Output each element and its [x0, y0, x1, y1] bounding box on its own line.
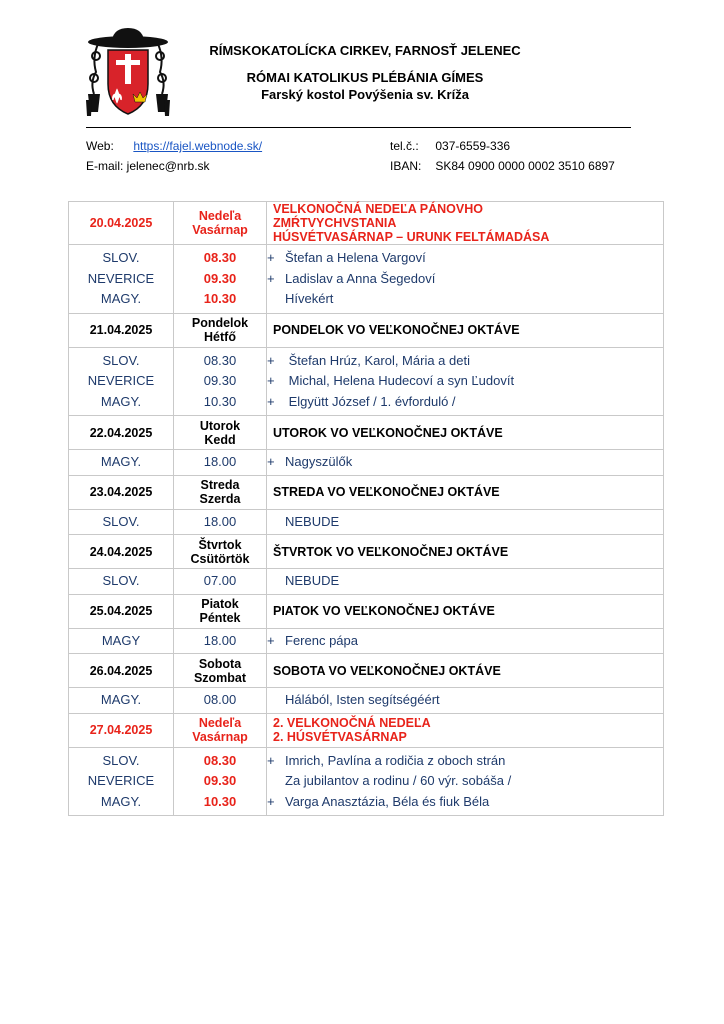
- title-line-1: RÍMSKOKATOLÍCKA CIRKEV, FARNOSŤ JELENEC: [209, 43, 521, 58]
- mass-intention: [267, 392, 663, 413]
- mass-places: [69, 628, 174, 654]
- mass-intentions: [267, 688, 664, 714]
- deceased-cross-mark: +: [267, 250, 275, 265]
- mass-place: SLOV.: [102, 573, 140, 588]
- web-label: Web:: [86, 139, 114, 153]
- day-date: 21.04.2025: [69, 313, 174, 347]
- day-title: [267, 202, 664, 245]
- mass-time: 10.30: [203, 793, 237, 809]
- title-line-3: Farský kostol Povýšenia sv. Kríža: [261, 87, 469, 102]
- day-name-hu: Szerda: [199, 492, 241, 506]
- mass-time: 08.30: [203, 752, 237, 768]
- mass-place: SLOV.: [102, 352, 140, 368]
- phone-contact: [390, 136, 510, 156]
- mass-intentions: [267, 747, 664, 816]
- mass-places: [69, 245, 174, 314]
- mass-places: [69, 569, 174, 595]
- day-name-sk: Nedeľa: [198, 209, 242, 223]
- day-title-line: 2. HÚSVÉTVASÁRNAP: [273, 730, 407, 744]
- intention-text: Nagyszülők: [285, 454, 353, 469]
- letterhead: [0, 0, 724, 200]
- day-name-hu: Szombat: [193, 670, 247, 685]
- mass-place: MAGY.: [100, 692, 142, 707]
- day-date: 26.04.2025: [69, 654, 174, 688]
- day-header-row: [69, 202, 664, 245]
- day-title-line: PONDELOK VO VEĽKONOČNEJ OKTÁVE: [273, 323, 520, 337]
- web-contact: [86, 136, 262, 156]
- day-title: [267, 594, 664, 628]
- day-name-hu: Vasárnap: [192, 730, 248, 744]
- day-date: 22.04.2025: [69, 416, 174, 450]
- intention-text: Michal, Helena Hudecoví a syn Ľudovít: [285, 373, 515, 388]
- mass-intention: [267, 631, 663, 652]
- title-line-2: RÓMAI KATOLIKUS PLÉBÁNIA GÍMES: [246, 70, 484, 85]
- mass-intention: [267, 751, 663, 772]
- mass-places: [69, 747, 174, 816]
- mass-time: 18.00: [203, 454, 237, 469]
- deceased-cross-mark: +: [267, 793, 275, 809]
- day-header-row: [69, 416, 664, 450]
- mass-intention: [267, 792, 663, 813]
- day-header-row: [69, 594, 664, 628]
- web-link[interactable]: https://fajel.webnode.sk/: [133, 139, 263, 153]
- day-title: [267, 416, 664, 450]
- day-name: [174, 594, 267, 628]
- deceased-cross-mark: +: [267, 632, 275, 648]
- mass-row: [69, 628, 664, 654]
- iban-label: IBAN:: [390, 159, 422, 173]
- mass-places: [69, 509, 174, 535]
- mass-time: 08.30: [203, 352, 237, 368]
- mass-time: 07.00: [203, 573, 237, 588]
- mass-row: [69, 688, 664, 714]
- day-name-hu: Kedd: [204, 432, 236, 447]
- mass-place: SLOV.: [102, 513, 140, 529]
- intention-text: Varga Anasztázia, Béla és fiuk Béla: [285, 793, 490, 809]
- mass-intentions: [267, 245, 664, 314]
- mass-place: MAGY.: [100, 454, 142, 469]
- mass-place: NEVERICE: [87, 373, 155, 388]
- mass-place: SLOV.: [102, 752, 140, 768]
- mass-intention: [267, 248, 663, 269]
- mass-time: 18.00: [203, 632, 237, 648]
- day-name-sk: Nedeľa: [198, 716, 242, 730]
- day-title: [267, 475, 664, 509]
- mass-intention: [267, 269, 663, 290]
- deceased-cross-mark: +: [267, 454, 275, 469]
- intention-text: Ladislav a Anna Šegedoví: [285, 270, 436, 286]
- day-date: 25.04.2025: [69, 594, 174, 628]
- mass-places: [69, 450, 174, 476]
- day-name: [174, 202, 267, 245]
- day-date: 20.04.2025: [69, 202, 174, 245]
- deceased-cross-mark: +: [267, 393, 275, 409]
- day-header-row: [69, 713, 664, 747]
- day-title: [267, 713, 664, 747]
- mass-row: [69, 245, 664, 314]
- day-name-sk: Štvrtok: [198, 537, 242, 552]
- mass-intention: [267, 771, 663, 792]
- mass-place: MAGY.: [100, 291, 142, 306]
- mass-places: [69, 347, 174, 416]
- day-name-hu: Péntek: [199, 611, 241, 625]
- day-header-row: [69, 654, 664, 688]
- day-title-line: VELKONOČNÁ NEDEĽA PÁNOVHO: [273, 202, 483, 216]
- intention-text: Hívekért: [285, 291, 334, 306]
- iban-value: SK84 0900 0000 0002 3510 6897: [435, 159, 615, 173]
- mass-times: [174, 450, 267, 476]
- mass-time: 09.30: [203, 270, 237, 286]
- mass-intentions: [267, 569, 664, 595]
- mass-row: [69, 747, 664, 816]
- intention-text: Štefan a Helena Vargoví: [285, 250, 426, 265]
- day-title: [267, 313, 664, 347]
- day-title: [267, 535, 664, 569]
- day-header-row: [69, 535, 664, 569]
- mass-row: [69, 347, 664, 416]
- header-divider: [86, 127, 631, 128]
- iban-contact: [390, 156, 615, 176]
- mass-time: 09.30: [203, 373, 237, 388]
- day-name: [174, 654, 267, 688]
- phone-value: 037-6559-336: [435, 139, 511, 153]
- mass-place: MAGY: [101, 632, 141, 648]
- mass-time: 08.00: [203, 692, 237, 707]
- day-title: [267, 654, 664, 688]
- day-name-hu: Csütörtök: [190, 551, 250, 566]
- day-title-line: SOBOTA VO VEĽKONOČNEJ OKTÁVE: [273, 663, 501, 678]
- email-contact: E-mail: jelenec@nrb.sk: [86, 159, 210, 173]
- day-title-line: UTOROK VO VEĽKONOČNEJ OKTÁVE: [273, 425, 503, 440]
- mass-time: 08.30: [203, 250, 237, 265]
- mass-intentions: [267, 628, 664, 654]
- mass-times: [174, 628, 267, 654]
- day-title-line: 2. VELKONOČNÁ NEDEĽA: [273, 716, 431, 730]
- day-date: 27.04.2025: [69, 713, 174, 747]
- mass-place: MAGY.: [100, 793, 142, 809]
- day-title-line: PIATOK VO VEĽKONOČNEJ OKTÁVE: [273, 604, 495, 618]
- mass-intentions: [267, 450, 664, 476]
- mass-times: [174, 569, 267, 595]
- day-title-line: STREDA VO VEĽKONOČNEJ OKTÁVE: [273, 485, 500, 499]
- intention-text: Za jubilantov a rodinu / 60 výr. sobáša /: [285, 773, 512, 788]
- deceased-cross-mark: +: [267, 270, 275, 286]
- parish-title: [175, 42, 555, 103]
- mass-intentions: [267, 509, 664, 535]
- mass-intention: [267, 351, 663, 372]
- mass-intention: [267, 571, 663, 592]
- day-title-line: ŠTVRTOK VO VEĽKONOČNEJ OKTÁVE: [273, 544, 509, 559]
- mass-intention: [267, 512, 663, 533]
- deceased-cross-mark: +: [267, 352, 275, 368]
- mass-row: [69, 509, 664, 535]
- mass-time: 18.00: [203, 513, 237, 529]
- mass-place: NEVERICE: [87, 773, 155, 788]
- mass-times: [174, 688, 267, 714]
- day-name-sk: Pondelok: [191, 316, 249, 330]
- mass-schedule-table: [68, 201, 664, 816]
- day-title-line: HÚSVÉTVASÁRNAP – URUNK FELTÁMADÁSA: [273, 230, 550, 244]
- mass-row: [69, 450, 664, 476]
- day-name-sk: Sobota: [198, 656, 242, 671]
- day-date: 24.04.2025: [69, 535, 174, 569]
- day-name: [174, 713, 267, 747]
- mass-times: [174, 347, 267, 416]
- day-header-row: [69, 313, 664, 347]
- parish-coat-of-arms-logo: [84, 28, 172, 118]
- day-header-row: [69, 475, 664, 509]
- intention-text: Ferenc pápa: [285, 632, 358, 648]
- day-name: [174, 313, 267, 347]
- deceased-cross-mark: +: [267, 373, 275, 388]
- mass-intentions: [267, 347, 664, 416]
- mass-time: 10.30: [203, 291, 237, 306]
- day-date: 23.04.2025: [69, 475, 174, 509]
- day-name-sk: Piatok: [201, 597, 239, 611]
- mass-intention: [267, 289, 663, 310]
- intention-text: NEBUDE: [285, 573, 340, 588]
- intention-text: NEBUDE: [285, 513, 340, 529]
- mass-intention: [267, 371, 663, 392]
- mass-times: [174, 245, 267, 314]
- day-name: [174, 475, 267, 509]
- mass-places: [69, 688, 174, 714]
- intention-text: Elgyütt József / 1. évforduló /: [285, 393, 456, 409]
- mass-times: [174, 509, 267, 535]
- day-name-hu: Hétfő: [204, 330, 236, 344]
- intention-text: Štefan Hrúz, Karol, Mária a deti: [285, 352, 470, 368]
- mass-times: [174, 747, 267, 816]
- day-name-hu: Vasárnap: [192, 223, 248, 237]
- deceased-cross-mark: +: [267, 752, 275, 768]
- day-name-sk: Streda: [200, 478, 240, 492]
- phone-label: tel.č.:: [390, 139, 419, 153]
- day-name-sk: Utorok: [199, 418, 241, 433]
- mass-place: NEVERICE: [87, 270, 155, 286]
- intention-text: Hálából, Isten segítségéért: [285, 692, 440, 707]
- mass-place: SLOV.: [102, 250, 140, 265]
- mass-time: 10.30: [203, 393, 237, 409]
- intention-text: Imrich, Pavlína a rodičia z oboch strán: [285, 752, 506, 768]
- mass-intention: [267, 452, 663, 473]
- mass-place: MAGY.: [100, 393, 142, 409]
- mass-intention: [267, 690, 663, 711]
- mass-time: 09.30: [203, 773, 237, 788]
- mass-row: [69, 569, 664, 595]
- day-title-line: ZMŔTVYCHVSTANIA: [273, 216, 397, 230]
- day-name: [174, 535, 267, 569]
- day-name: [174, 416, 267, 450]
